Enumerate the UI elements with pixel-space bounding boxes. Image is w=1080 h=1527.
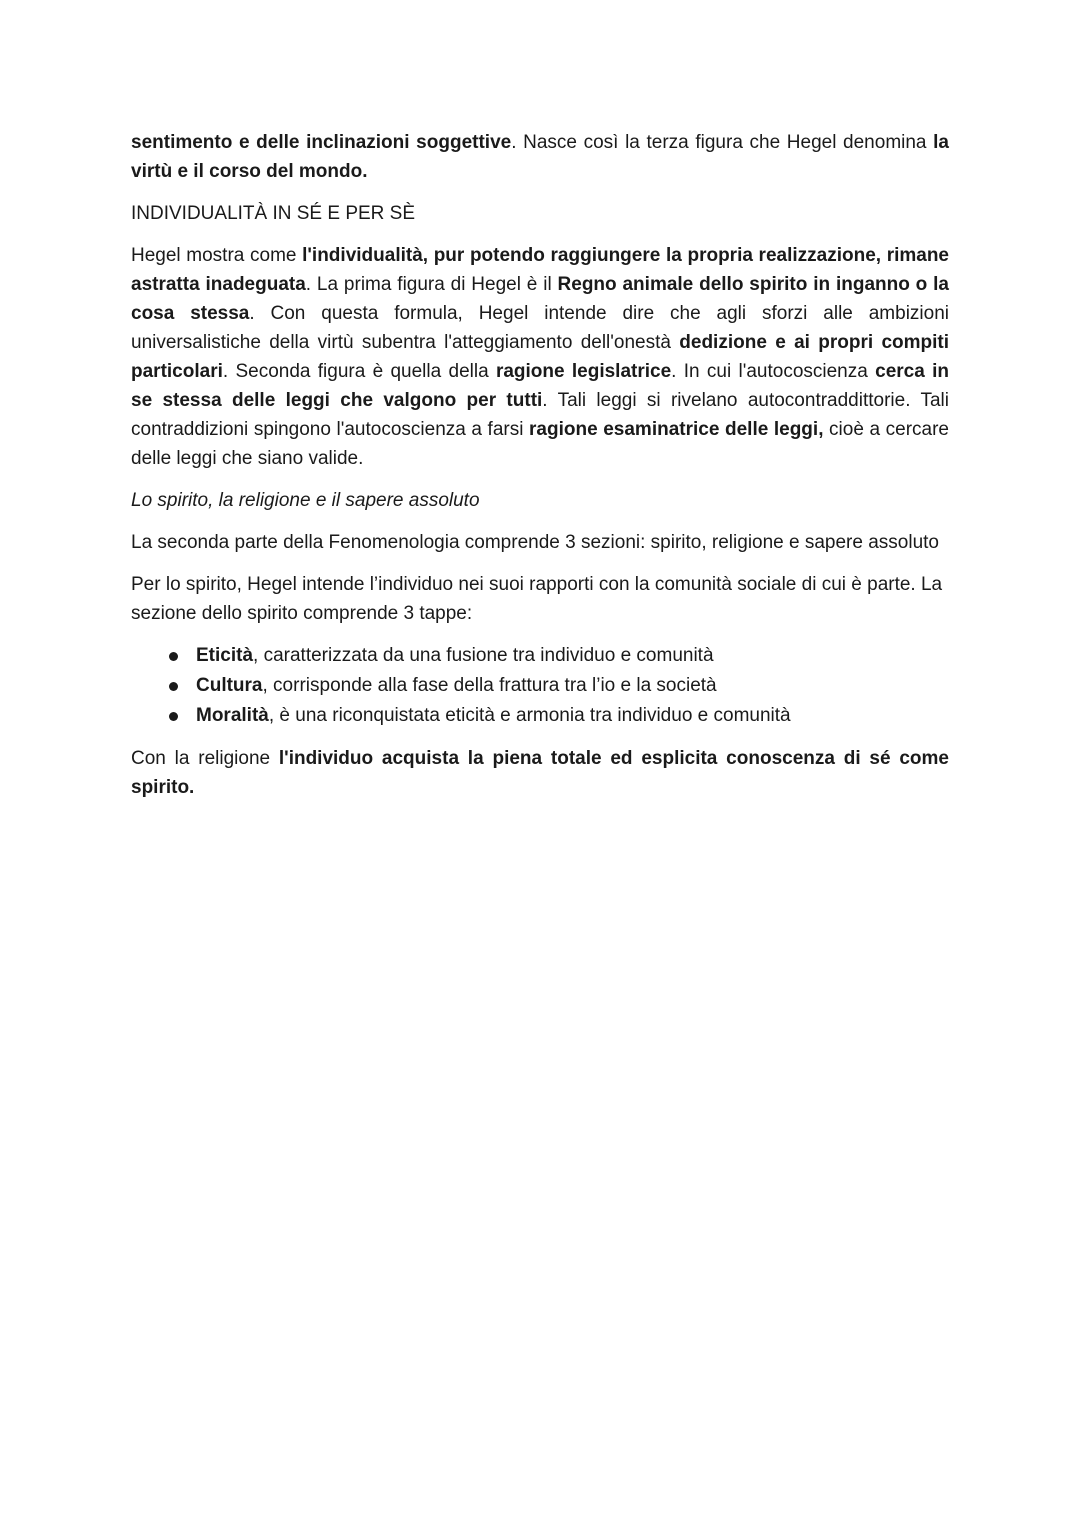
bullet-term: Moralità [196, 705, 269, 726]
paragraph-virtu-corso-mondo [131, 128, 949, 186]
bold-text-segment: Regno animale dello spirito in inganno o la cosa stessa [131, 274, 949, 324]
text-segment: . Con questa formula, Hegel intende dire che agli sforzi alle ambizioni universalistiche della virtù subentra l'atteggiamento dell'onestà [131, 303, 949, 353]
bold-text-segment: l'individuo acquista la piena totale ed esplicita conoscenza di sé come spirito. [131, 748, 949, 798]
bold-text-segment: l'individualità, pur potendo raggiungere la propria realizzazione, rimane astratta inadeguata [131, 245, 949, 295]
bold-text-segment: la virtù e il corso del mondo. [131, 132, 949, 182]
text-segment: La seconda parte della Fenomenologia comprende 3 sezioni: spirito, religione e sapere assoluto [131, 532, 940, 553]
section-heading-spirito-religione-sapere [131, 486, 949, 515]
bullet-text: , corrisponde alla fase della frattura tra l’io e la società [262, 675, 717, 696]
section-heading-individualita [131, 199, 949, 228]
text-segment: Con la religione [131, 748, 279, 769]
paragraph-individualita [131, 241, 949, 473]
bold-text-segment: sentimento e delle inclinazioni soggettive [131, 132, 512, 153]
text-segment: Hegel mostra come [131, 245, 303, 266]
bullet-icon [169, 652, 178, 661]
paragraph-spirito-definizione [131, 570, 949, 628]
bullet-term: Eticità [196, 645, 254, 666]
text-segment: cioè a cercare delle leggi che siano valide. [131, 419, 949, 469]
text-segment: . Tali leggi si rivelano autocontraddittorie. Tali contraddizioni spingono l'autocoscienza a farsi [131, 390, 949, 440]
text-segment: Per lo spirito, Hegel intende l’individuo nei suoi rapporti con la comunità sociale di cui è parte. La sezione dello spirito comprende 3 tappe: [131, 574, 943, 624]
bold-text-segment: cerca in se stessa delle leggi che valgono per tutti [131, 361, 949, 411]
bullet-term: Cultura [196, 675, 263, 696]
paragraph-seconda-parte [131, 528, 949, 557]
bullet-text: , è una riconquistata eticità e armonia tra individuo e comunità [268, 705, 791, 726]
bullet-list-tappe [131, 641, 949, 731]
text-segment: . La prima figura di Hegel è il [305, 274, 558, 295]
text-segment: . Nasce così la terza figura che Hegel denomina [511, 132, 934, 153]
text-segment: . In cui l'autocoscienza [671, 361, 876, 382]
text-segment: . Seconda figura è quella della [222, 361, 496, 382]
text-segment: INDIVIDUALITÀ IN SÉ E PER SÈ [131, 203, 416, 224]
document-page [131, 128, 949, 815]
list-item [131, 671, 949, 701]
bullet-icon [169, 682, 178, 691]
bullet-text: , caratterizzata da una fusione tra individuo e comunità [253, 645, 714, 666]
bullet-icon [169, 712, 178, 721]
paragraph-religione [131, 744, 949, 802]
bold-text-segment: ragione legislatrice [495, 361, 672, 382]
list-item [131, 641, 949, 671]
bold-text-segment: ragione esaminatrice delle leggi, [529, 419, 824, 440]
list-item [131, 701, 949, 731]
bold-text-segment: dedizione e ai propri compiti particolari [131, 332, 950, 382]
text-segment: Lo spirito, la religione e il sapere assoluto [131, 490, 480, 511]
